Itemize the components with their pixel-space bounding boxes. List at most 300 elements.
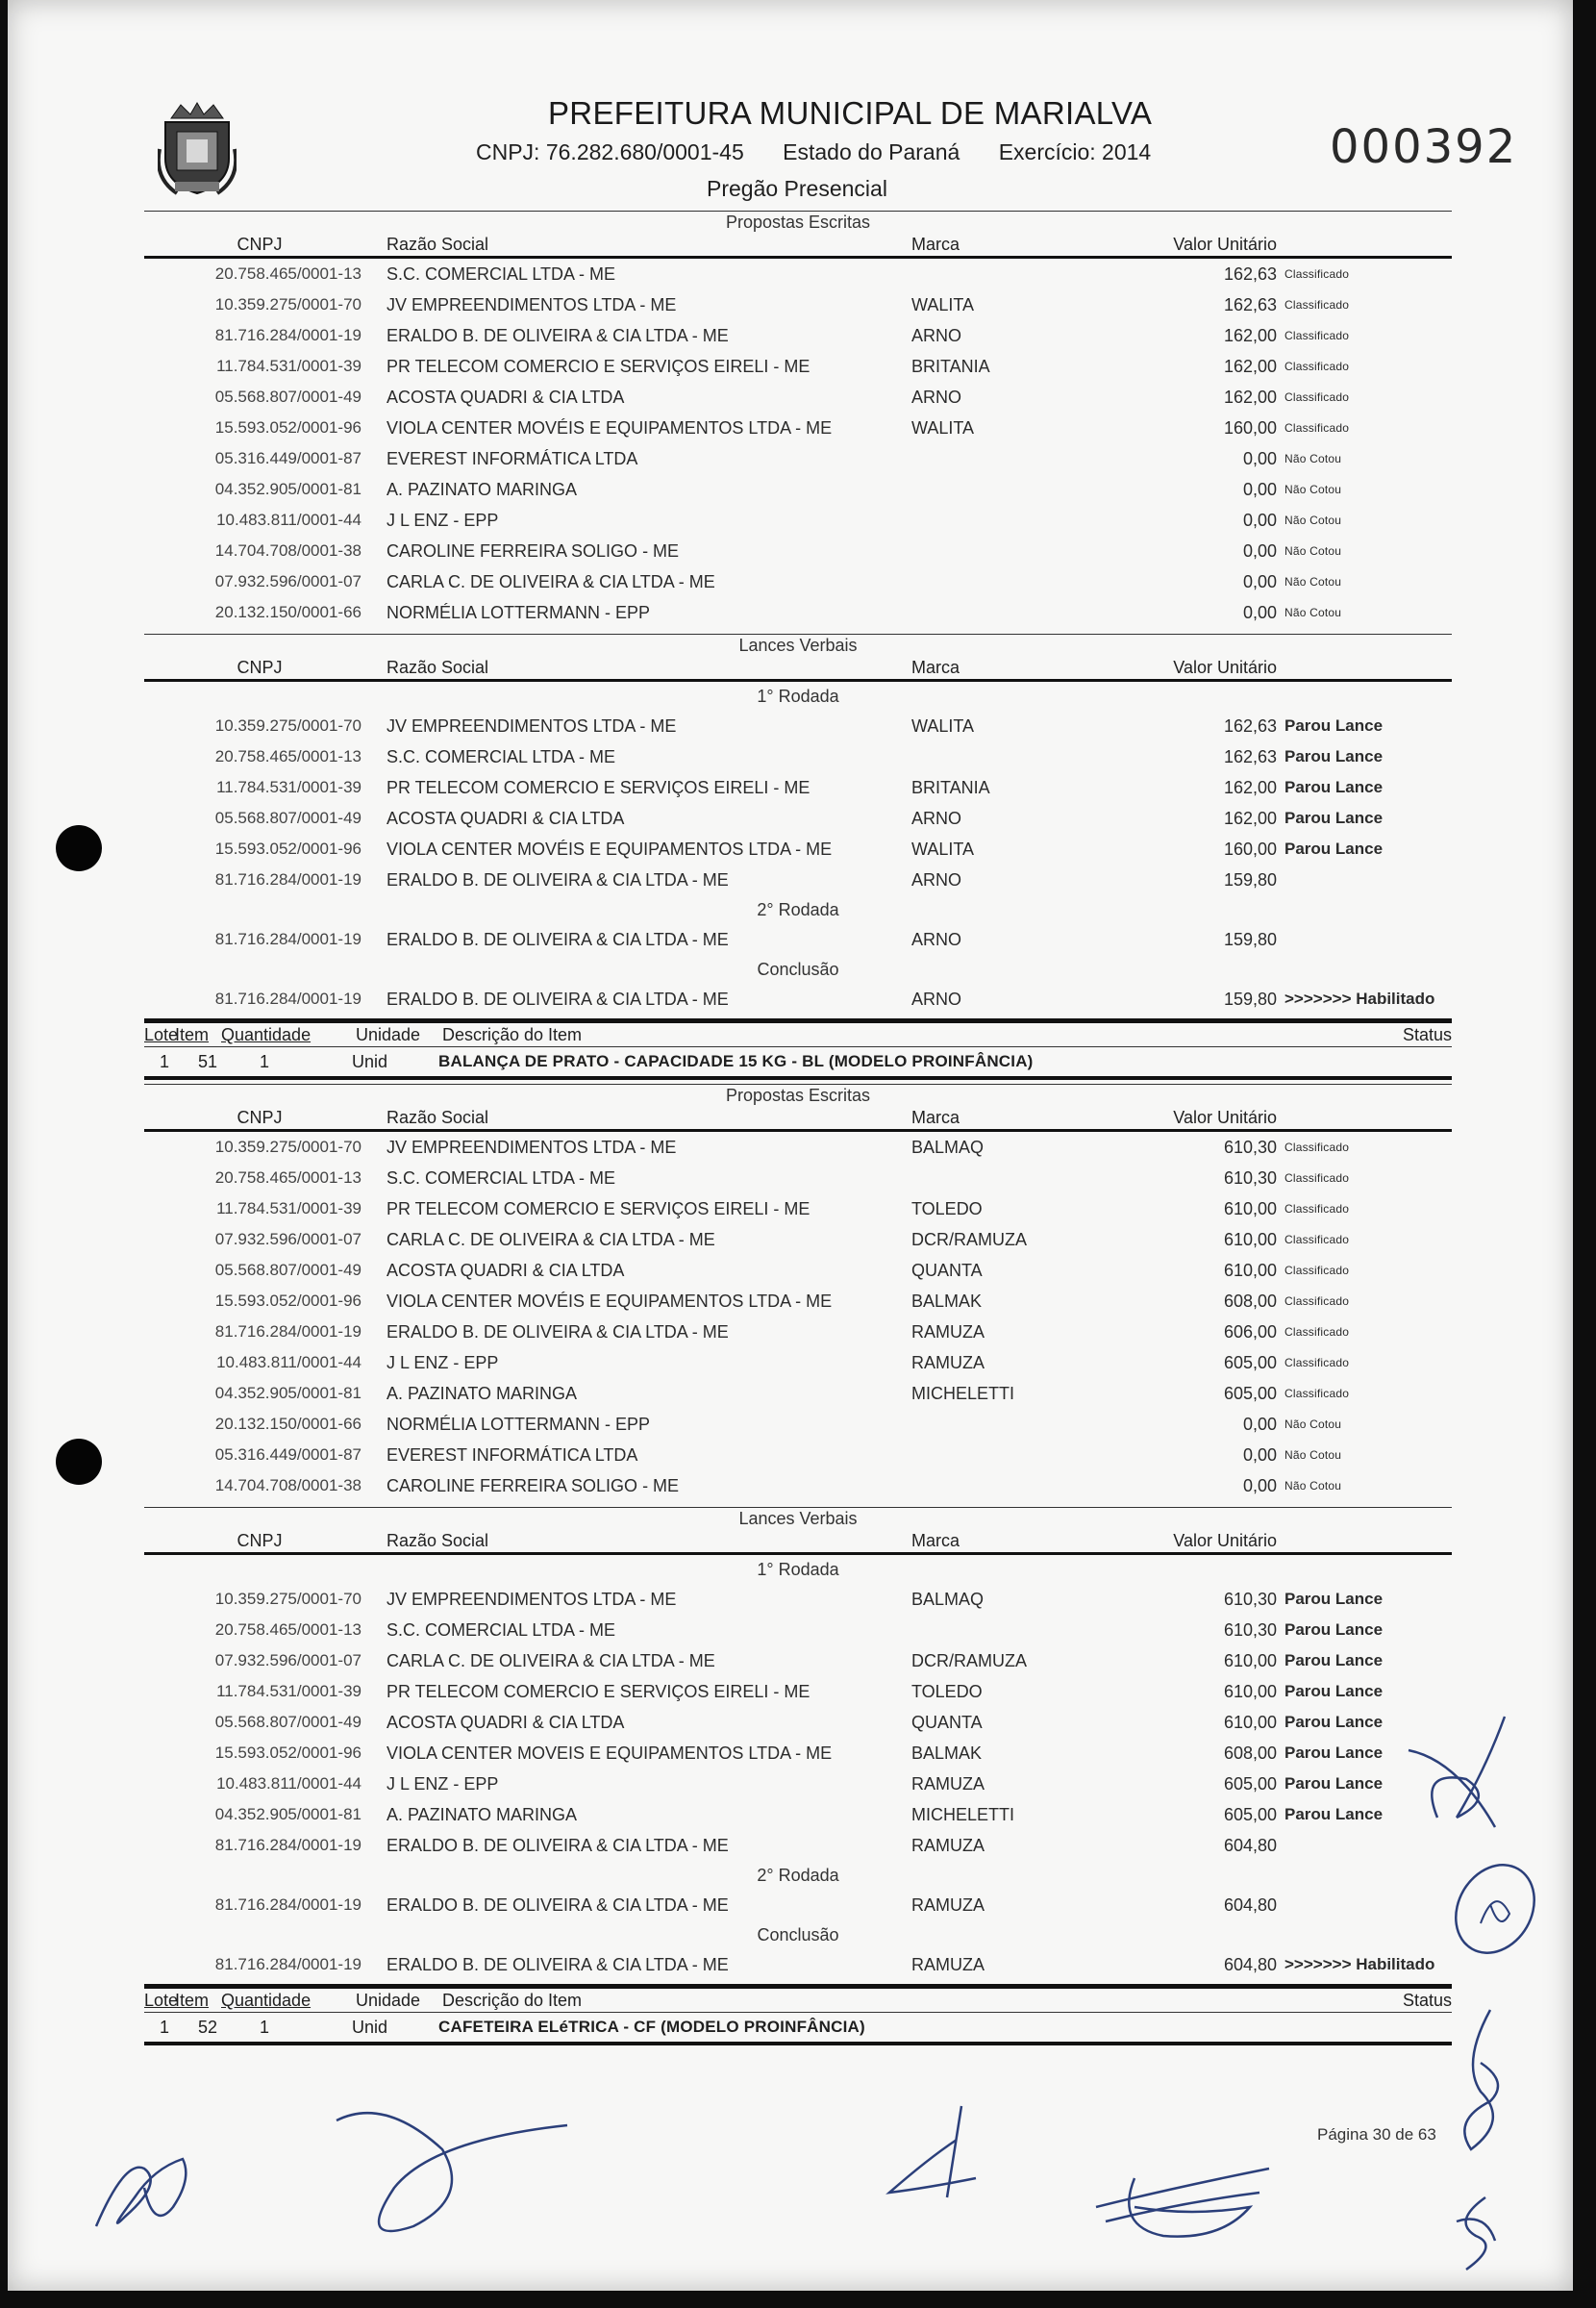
row-status: Classificado (1284, 1325, 1350, 1339)
bid-row (144, 803, 1452, 834)
bid-row (144, 1224, 1452, 1255)
row-valor: 610,30 (1223, 1138, 1277, 1157)
row-marca: MICHELETTI (911, 1384, 1015, 1403)
bid-row (144, 1440, 1452, 1470)
row-razao-social: CAROLINE FERREIRA SOLIGO - ME (387, 1476, 680, 1495)
rodada-label: 2° Rodada (757, 900, 839, 919)
quantidade-value: 1 (260, 1052, 270, 1071)
bid-row (144, 289, 1452, 320)
row-status (1277, 924, 1452, 955)
row-razao-social: VIOLA CENTER MOVÉIS E EQUIPAMENTOS LTDA - ME (387, 418, 833, 438)
row-cnpj: 10.483.811/0001-44 (216, 1774, 362, 1793)
row-cnpj: 14.704.708/0001-38 (214, 541, 362, 560)
row-cnpj: 10.359.275/0001-70 (214, 295, 362, 314)
row-marca (911, 1409, 1123, 1440)
row-marca (911, 474, 1123, 505)
lot-row (144, 1047, 1452, 1080)
row-status: Classificado (1284, 1233, 1350, 1246)
row-marca (911, 566, 1123, 597)
bid-row (144, 382, 1452, 413)
page-number: Página 30 de 63 (1317, 2125, 1436, 2144)
row-cnpj: 10.359.275/0001-70 (214, 1590, 362, 1608)
page-header (144, 91, 1518, 207)
row-marca (911, 259, 1123, 289)
row-razao-social: ACOSTA QUADRI & CIA LTDA (387, 1261, 625, 1280)
row-valor: 162,00 (1223, 388, 1277, 407)
row-marca: WALITA (911, 840, 975, 859)
col-cnpj-header: CNPJ (237, 658, 283, 677)
row-marca: RAMUZA (911, 1836, 985, 1855)
row-status: Classificado (1284, 1141, 1350, 1154)
row-status: Classificado (1284, 1294, 1350, 1308)
row-razao-social: ERALDO B. DE OLIVEIRA & CIA LTDA - ME (387, 870, 729, 890)
row-valor: 162,63 (1223, 716, 1277, 736)
row-status: Não Cotou (1284, 452, 1342, 465)
item-header: Item (175, 1025, 210, 1044)
quantidade-value: 1 (260, 2018, 270, 2037)
row-valor: 608,00 (1223, 1292, 1277, 1311)
item-value: 51 (198, 1052, 218, 1071)
row-marca (911, 1163, 1123, 1193)
lote-header: Lote (144, 1991, 179, 2010)
row-marca: WALITA (911, 295, 975, 314)
handwritten-signature (327, 2092, 577, 2250)
rodada-label: 1° Rodada (757, 1560, 839, 1579)
bid-row (144, 711, 1452, 741)
row-cnpj: 11.784.531/0001-39 (216, 1199, 362, 1217)
row-cnpj: 11.784.531/0001-39 (216, 778, 362, 796)
col-razao-header: Razão Social (387, 1108, 489, 1127)
row-cnpj: 81.716.284/0001-19 (214, 1322, 362, 1341)
col-status-header (1277, 656, 1452, 679)
quantidade-header: Quantidade (221, 1991, 312, 2010)
row-valor: 160,00 (1223, 840, 1277, 859)
document-number-stamp: 000392 (1330, 120, 1518, 174)
row-status: Parou Lance (1284, 809, 1384, 827)
row-marca: RAMUZA (911, 1895, 985, 1915)
row-valor: 605,00 (1223, 1384, 1277, 1403)
col-marca-header: Marca (911, 1108, 960, 1127)
row-status: Não Cotou (1284, 483, 1342, 496)
bid-row (144, 1132, 1452, 1163)
status-header: Status (1402, 1991, 1452, 2010)
row-razao-social: J L ENZ - EPP (387, 1353, 499, 1372)
row-cnpj: 11.784.531/0001-39 (216, 357, 362, 375)
row-cnpj: 05.316.449/0001-87 (214, 1445, 362, 1464)
col-razao-header: Razão Social (387, 658, 489, 677)
bid-row (144, 772, 1452, 803)
row-razao-social: JV EMPREENDIMENTOS LTDA - ME (387, 716, 677, 736)
descricao-value: BALANÇA DE PRATO - CAPACIDADE 15 KG - BL (MODELO PROINFÂNCIA) (438, 1052, 1034, 1070)
row-marca (911, 443, 1123, 474)
lot-row (144, 2013, 1452, 2045)
unidade-value: Unid (352, 1052, 388, 1071)
row-valor: 605,00 (1223, 1805, 1277, 1824)
row-cnpj: 05.316.449/0001-87 (214, 449, 362, 467)
row-marca: BALMAK (911, 1744, 983, 1763)
row-status: Parou Lance (1284, 1620, 1384, 1639)
bid-row (144, 1347, 1452, 1378)
row-valor: 610,00 (1223, 1261, 1277, 1280)
bid-row (144, 1193, 1452, 1224)
row-razao-social: J L ENZ - EPP (387, 511, 499, 530)
row-cnpj: 81.716.284/0001-19 (214, 326, 362, 344)
row-valor: 0,00 (1242, 511, 1277, 530)
row-razao-social: A. PAZINATO MARINGA (387, 1384, 578, 1403)
bid-row (144, 1645, 1452, 1676)
row-marca: TOLEDO (911, 1682, 983, 1701)
conclusao-label: Conclusão (757, 960, 839, 979)
row-marca: ARNO (911, 870, 962, 890)
row-cnpj: 11.784.531/0001-39 (216, 1682, 362, 1700)
row-marca: ARNO (911, 990, 962, 1009)
row-razao-social: ERALDO B. DE OLIVEIRA & CIA LTDA - ME (387, 1895, 729, 1915)
row-valor: 0,00 (1242, 541, 1277, 561)
conclusao-row (144, 984, 1452, 1015)
bid-row (144, 1255, 1452, 1286)
row-cnpj: 20.758.465/0001-13 (214, 1620, 362, 1639)
row-razao-social: ERALDO B. DE OLIVEIRA & CIA LTDA - ME (387, 326, 729, 345)
document-sheet (144, 91, 1518, 2045)
row-marca: WALITA (911, 716, 975, 736)
row-status: Parou Lance (1284, 840, 1384, 858)
row-status: Parou Lance (1284, 1682, 1384, 1700)
unidade-header: Unidade (356, 1991, 421, 2010)
column-header-row (144, 656, 1452, 682)
row-valor: 162,63 (1223, 747, 1277, 766)
row-cnpj: 15.593.052/0001-96 (214, 1292, 362, 1310)
row-cnpj: 07.932.596/0001-07 (214, 1651, 362, 1669)
row-valor: 610,00 (1223, 1651, 1277, 1670)
row-razao-social: VIOLA CENTER MOVÉIS E EQUIPAMENTOS LTDA - ME (387, 1292, 833, 1311)
unidade-header: Unidade (356, 1025, 421, 1044)
row-valor: 162,00 (1223, 809, 1277, 828)
row-valor: 610,00 (1223, 1230, 1277, 1249)
row-razao-social: S.C. COMERCIAL LTDA - ME (387, 1168, 616, 1188)
row-cnpj: 10.483.811/0001-44 (216, 1353, 362, 1371)
lances-title: Lances Verbais (738, 1509, 858, 1528)
row-marca: ARNO (911, 388, 962, 407)
row-razao-social: JV EMPREENDIMENTOS LTDA - ME (387, 1590, 677, 1609)
lot-header-item-51 (144, 1018, 1452, 1080)
row-status: Não Cotou (1284, 1448, 1342, 1462)
row-razao-social: S.C. COMERCIAL LTDA - ME (387, 1620, 616, 1640)
bid-row (144, 1830, 1452, 1861)
row-valor: 610,00 (1223, 1713, 1277, 1732)
row-razao-social: ERALDO B. DE OLIVEIRA & CIA LTDA - ME (387, 990, 729, 1009)
bid-row (144, 259, 1452, 289)
bid-row (144, 1163, 1452, 1193)
handwritten-signature (1077, 2149, 1288, 2260)
row-cnpj: 04.352.905/0001-81 (214, 1805, 362, 1823)
row-marca: MICHELETTI (911, 1805, 1015, 1824)
row-status: Não Cotou (1284, 606, 1342, 619)
bid-row (144, 536, 1452, 566)
row-valor: 159,80 (1223, 990, 1277, 1009)
handwritten-signature (1399, 1712, 1514, 1851)
row-marca: TOLEDO (911, 1199, 983, 1218)
row-razao-social: PR TELECOM COMERCIO E SERVIÇOS EIRELI - ME (387, 357, 810, 376)
row-cnpj: 81.716.284/0001-19 (214, 930, 362, 948)
bid-row (144, 924, 1452, 955)
col-valor-header: Valor Unitário (1173, 1531, 1277, 1550)
col-cnpj-header: CNPJ (237, 235, 283, 254)
bid-row (144, 474, 1452, 505)
item-header: Item (175, 1991, 210, 2010)
row-marca (911, 741, 1123, 772)
municipality-title: PREFEITURA MUNICIPAL DE MARIALVA (548, 95, 1153, 131)
row-razao-social: JV EMPREENDIMENTOS LTDA - ME (387, 295, 677, 314)
handwritten-signature (87, 2140, 202, 2250)
bid-row (144, 1615, 1452, 1645)
row-razao-social: CARLA C. DE OLIVEIRA & CIA LTDA - ME (387, 572, 715, 591)
row-status: Não Cotou (1284, 514, 1342, 527)
bid-row (144, 834, 1452, 865)
row-valor: 604,80 (1223, 1895, 1277, 1915)
row-valor: 610,30 (1223, 1620, 1277, 1640)
row-razao-social: ERALDO B. DE OLIVEIRA & CIA LTDA - ME (387, 930, 729, 949)
handwritten-signature (1442, 2005, 1519, 2164)
row-status: Não Cotou (1284, 1479, 1342, 1493)
row-valor: 610,30 (1223, 1168, 1277, 1188)
row-cnpj: 81.716.284/0001-19 (214, 870, 362, 889)
bid-row (144, 1317, 1452, 1347)
row-cnpj: 10.483.811/0001-44 (216, 511, 362, 529)
row-valor: 0,00 (1242, 1415, 1277, 1434)
row-razao-social: ERALDO B. DE OLIVEIRA & CIA LTDA - ME (387, 1322, 729, 1342)
header-cnpj: CNPJ: 76.282.680/0001-45 (476, 139, 744, 164)
bid-row (144, 865, 1452, 895)
row-status (1277, 865, 1452, 895)
row-marca: BALMAQ (911, 1138, 985, 1157)
row-status: Classificado (1284, 298, 1350, 312)
row-marca: BALMAQ (911, 1590, 985, 1609)
row-marca (911, 1440, 1123, 1470)
row-razao-social: NORMÉLIA LOTTERMANN - EPP (387, 1415, 651, 1434)
row-cnpj: 15.593.052/0001-96 (214, 1744, 362, 1762)
row-razao-social: PR TELECOM COMERCIO E SERVIÇOS EIRELI - ME (387, 778, 810, 797)
column-header-row (144, 233, 1452, 259)
row-marca: QUANTA (911, 1261, 983, 1280)
rodada-label: 2° Rodada (757, 1866, 839, 1885)
row-cnpj: 20.132.150/0001-66 (214, 603, 362, 621)
row-cnpj: 20.758.465/0001-13 (214, 747, 362, 765)
column-header-row (144, 1529, 1452, 1555)
bid-row (144, 1286, 1452, 1317)
row-status: Classificado (1284, 1387, 1350, 1400)
row-razao-social: J L ENZ - EPP (387, 1774, 499, 1794)
bid-row (144, 413, 1452, 443)
bid-row (144, 1769, 1452, 1799)
row-razao-social: A. PAZINATO MARINGA (387, 480, 578, 499)
row-marca (911, 505, 1123, 536)
row-cnpj: 05.568.807/0001-49 (214, 1261, 362, 1279)
conclusao-label: Conclusão (757, 1925, 839, 1944)
row-valor: 0,00 (1242, 572, 1277, 591)
row-marca: BRITANIA (911, 778, 990, 797)
row-marca (911, 597, 1123, 628)
row-valor: 0,00 (1242, 1445, 1277, 1465)
row-cnpj: 10.359.275/0001-70 (214, 1138, 362, 1156)
row-status: Classificado (1284, 1202, 1350, 1216)
bid-row (144, 741, 1452, 772)
col-marca-header: Marca (911, 658, 960, 677)
col-cnpj-header: CNPJ (237, 1108, 283, 1127)
row-cnpj: 81.716.284/0001-19 (214, 1836, 362, 1854)
row-valor: 162,00 (1223, 326, 1277, 345)
lot-column-header (144, 1984, 1452, 2013)
bid-row (144, 1409, 1452, 1440)
row-razao-social: ERALDO B. DE OLIVEIRA & CIA LTDA - ME (387, 1955, 729, 1974)
row-razao-social: JV EMPREENDIMENTOS LTDA - ME (387, 1138, 677, 1157)
row-razao-social: ACOSTA QUADRI & CIA LTDA (387, 388, 625, 407)
row-razao-social: CARLA C. DE OLIVEIRA & CIA LTDA - ME (387, 1230, 715, 1249)
rodada-label: 1° Rodada (757, 687, 839, 706)
row-status: Parou Lance (1284, 1713, 1384, 1731)
row-valor: 162,63 (1223, 295, 1277, 314)
lot-header-item-52 (144, 1984, 1452, 2045)
row-cnpj: 15.593.052/0001-96 (214, 840, 362, 858)
header-exercicio: Exercício: 2014 (998, 139, 1152, 164)
row-marca: ARNO (911, 809, 962, 828)
lote-header: Lote (144, 1025, 179, 1044)
row-razao-social: S.C. COMERCIAL LTDA - ME (387, 264, 616, 284)
lote-value: 1 (160, 1052, 170, 1071)
row-marca (911, 1470, 1123, 1501)
row-valor: 159,80 (1223, 870, 1277, 890)
header-subtitle: Pregão Presencial (707, 176, 887, 201)
row-marca: WALITA (911, 418, 975, 438)
punch-hole (56, 1439, 102, 1485)
row-status: Classificado (1284, 1171, 1350, 1185)
row-marca (911, 536, 1123, 566)
row-marca (911, 1615, 1123, 1645)
bid-row (144, 1890, 1452, 1920)
row-status: >>>>>>> Habilitado (1284, 1955, 1435, 1973)
bid-row (144, 1584, 1452, 1615)
row-valor: 162,00 (1223, 357, 1277, 376)
col-valor-header: Valor Unitário (1173, 235, 1277, 254)
row-cnpj: 15.593.052/0001-96 (214, 418, 362, 437)
coat-of-arms-logo (158, 101, 237, 197)
row-marca: ARNO (911, 326, 962, 345)
lote-value: 1 (160, 2018, 170, 2037)
row-cnpj: 81.716.284/0001-19 (214, 1955, 362, 1973)
row-razao-social: EVEREST INFORMÁTICA LTDA (387, 1445, 638, 1465)
row-marca: DCR/RAMUZA (911, 1230, 1027, 1249)
col-cnpj-header: CNPJ (237, 1531, 283, 1550)
bid-row (144, 1799, 1452, 1830)
descricao-header: Descrição do Item (442, 1991, 583, 2010)
row-valor: 159,80 (1223, 930, 1277, 949)
conclusao-row (144, 1949, 1452, 1980)
row-cnpj: 04.352.905/0001-81 (214, 480, 362, 498)
row-status: Classificado (1284, 360, 1350, 373)
row-status: Classificado (1284, 329, 1350, 342)
col-marca-header: Marca (911, 235, 960, 254)
bid-row (144, 1738, 1452, 1769)
bid-row (144, 443, 1452, 474)
handwritten-signature (1447, 2193, 1505, 2284)
row-cnpj: 07.932.596/0001-07 (214, 1230, 362, 1248)
bid-row (144, 1676, 1452, 1707)
row-valor: 604,80 (1223, 1955, 1277, 1974)
row-marca: BALMAK (911, 1292, 983, 1311)
row-marca: RAMUZA (911, 1774, 985, 1794)
row-marca: ARNO (911, 930, 962, 949)
row-status: Não Cotou (1284, 575, 1342, 589)
row-cnpj: 05.568.807/0001-49 (214, 1713, 362, 1731)
row-cnpj: 14.704.708/0001-38 (214, 1476, 362, 1494)
row-valor: 608,00 (1223, 1744, 1277, 1763)
row-valor: 162,00 (1223, 778, 1277, 797)
row-marca: RAMUZA (911, 1353, 985, 1372)
column-header-row (144, 1106, 1452, 1132)
row-razao-social: ERALDO B. DE OLIVEIRA & CIA LTDA - ME (387, 1836, 729, 1855)
row-valor: 162,63 (1223, 264, 1277, 284)
handwritten-signature (1447, 1856, 1543, 1967)
row-status: Parou Lance (1284, 1774, 1384, 1793)
row-status: Não Cotou (1284, 1417, 1342, 1431)
row-valor: 604,80 (1223, 1836, 1277, 1855)
row-valor: 0,00 (1242, 449, 1277, 468)
row-marca: DCR/RAMUZA (911, 1651, 1027, 1670)
row-cnpj: 20.758.465/0001-13 (214, 264, 362, 283)
bid-row (144, 597, 1452, 628)
row-valor: 0,00 (1242, 603, 1277, 622)
bid-row (144, 505, 1452, 536)
col-razao-header: Razão Social (387, 1531, 489, 1550)
row-status: Não Cotou (1284, 544, 1342, 558)
col-status-header (1277, 233, 1452, 256)
row-cnpj: 20.132.150/0001-66 (214, 1415, 362, 1433)
row-razao-social: PR TELECOM COMERCIO E SERVIÇOS EIRELI - ME (387, 1199, 810, 1218)
row-razao-social: VIOLA CENTER MOVEIS E EQUIPAMENTOS LTDA - ME (387, 1744, 833, 1763)
row-valor: 605,00 (1223, 1353, 1277, 1372)
bid-row (144, 351, 1452, 382)
row-status: Classificado (1284, 390, 1350, 404)
header-estado: Estado do Paraná (783, 139, 960, 164)
row-razao-social: CARLA C. DE OLIVEIRA & CIA LTDA - ME (387, 1651, 715, 1670)
row-valor: 605,00 (1223, 1774, 1277, 1794)
lances-title: Lances Verbais (738, 636, 858, 655)
row-status: Parou Lance (1284, 778, 1384, 796)
row-cnpj: 05.568.807/0001-49 (214, 388, 362, 406)
bid-row (144, 1470, 1452, 1501)
row-status: Parou Lance (1284, 716, 1384, 735)
bid-row (144, 320, 1452, 351)
col-valor-header: Valor Unitário (1173, 1108, 1277, 1127)
header-info-line (476, 139, 1184, 165)
row-status: Parou Lance (1284, 1805, 1384, 1823)
lot-column-header (144, 1018, 1452, 1047)
row-valor: 606,00 (1223, 1322, 1277, 1342)
row-razao-social: ACOSTA QUADRI & CIA LTDA (387, 809, 625, 828)
row-razao-social: S.C. COMERCIAL LTDA - ME (387, 747, 616, 766)
row-status: Classificado (1284, 267, 1350, 281)
row-marca: QUANTA (911, 1713, 983, 1732)
quantidade-header: Quantidade (221, 1025, 312, 1044)
bids-block-item-50 (144, 211, 1452, 1015)
row-razao-social: NORMÉLIA LOTTERMANN - EPP (387, 603, 651, 622)
row-cnpj: 81.716.284/0001-19 (214, 1895, 362, 1914)
row-cnpj: 20.758.465/0001-13 (214, 1168, 362, 1187)
row-valor: 0,00 (1242, 1476, 1277, 1495)
row-valor: 0,00 (1242, 480, 1277, 499)
row-status: Classificado (1284, 1264, 1350, 1277)
unidade-value: Unid (352, 2018, 388, 2037)
bid-row (144, 1378, 1452, 1409)
